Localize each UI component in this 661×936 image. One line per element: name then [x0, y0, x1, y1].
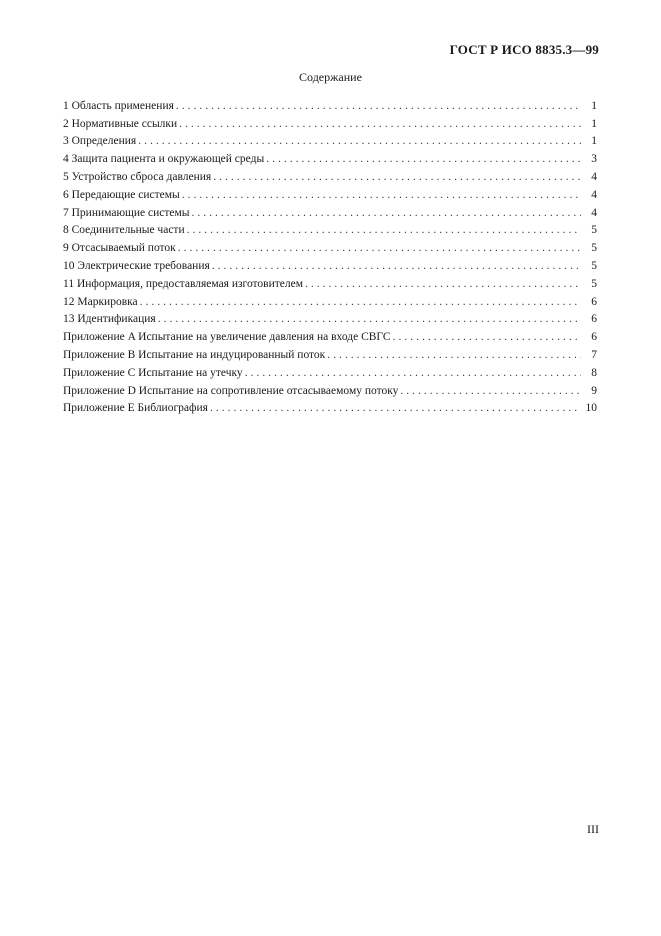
toc-entry-page: 1: [591, 135, 597, 148]
toc-leader-dots: [210, 401, 581, 415]
toc-entry-label: Приложение C Испытание на утечку: [63, 366, 243, 379]
toc-entry[interactable]: [63, 344, 597, 362]
toc-entry-label: 8 Соединительные части: [63, 224, 185, 237]
toc-entry-label: Приложение E Библиография: [63, 402, 208, 415]
toc-leader-dots: [178, 241, 581, 255]
toc-entry[interactable]: [63, 237, 597, 255]
toc-entry-label: Приложение D Испытание на сопротивление отсасываемому потоку: [63, 384, 399, 397]
toc-leader-dots: [266, 152, 581, 166]
toc-leader-dots: [158, 312, 581, 326]
toc-entry[interactable]: [63, 220, 597, 238]
toc-leader-dots: [176, 99, 581, 113]
toc-leader-dots: [212, 259, 581, 273]
toc-entry[interactable]: [63, 362, 597, 380]
toc-entry-label: 9 Отсасываемый поток: [63, 242, 176, 255]
toc-entry-page: 8: [591, 366, 597, 379]
toc-leader-dots: [182, 188, 581, 202]
toc-entry-page: 1: [591, 99, 597, 112]
table-of-contents: [63, 95, 597, 415]
toc-leader-dots: [305, 277, 581, 291]
toc-entry-label: 3 Определения: [63, 135, 137, 148]
toc-entry-page: 6: [591, 331, 597, 344]
toc-entry[interactable]: [63, 326, 597, 344]
toc-entry-page: 1: [591, 117, 597, 130]
toc-entry-label: 12 Маркировка: [63, 295, 138, 308]
toc-entry-label: 2 Нормативные ссылки: [63, 117, 178, 130]
toc-entry-page: 10: [585, 402, 597, 415]
toc-entry-page: 5: [591, 224, 597, 237]
document-code: ГОСТ Р ИСО 8835.3—99: [449, 42, 599, 57]
toc-entry[interactable]: [63, 380, 597, 398]
toc-entry[interactable]: [63, 202, 597, 220]
toc-entry-page: 4: [591, 170, 597, 183]
toc-entry[interactable]: [63, 291, 597, 309]
toc-entry-label: 13 Идентификация: [63, 313, 156, 326]
toc-entry-page: 6: [591, 313, 597, 326]
toc-leader-dots: [245, 366, 581, 380]
toc-entry[interactable]: [63, 166, 597, 184]
toc-entry-label: 11 Информация, предоставляемая изготовителем: [63, 277, 304, 290]
toc-entry-label: Приложение A Испытание на увеличение давления на входе СВГС: [63, 331, 391, 344]
toc-entry[interactable]: [63, 113, 597, 131]
toc-entry-page: 4: [591, 206, 597, 219]
toc-leader-dots: [187, 223, 581, 237]
toc-leader-dots: [393, 330, 581, 344]
toc-entry-page: 4: [591, 188, 597, 201]
toc-entry-label: Приложение B Испытание на индуцированный поток: [63, 348, 326, 361]
toc-leader-dots: [179, 117, 581, 131]
toc-entry[interactable]: [63, 148, 597, 166]
toc-entry[interactable]: [63, 273, 597, 291]
toc-entry-page: 7: [591, 348, 597, 361]
toc-entry-label: 4 Защита пациента и окружающей среды: [63, 153, 265, 166]
toc-entry[interactable]: [63, 309, 597, 327]
toc-leader-dots: [138, 134, 581, 148]
toc-entry-label: 10 Электрические требования: [63, 259, 210, 272]
toc-entry-label: 6 Передающие системы: [63, 188, 180, 201]
toc-entry[interactable]: [63, 184, 597, 202]
toc-entry-page: 5: [591, 277, 597, 290]
toc-entry[interactable]: [63, 255, 597, 273]
toc-entry-page: 3: [591, 153, 597, 166]
toc-leader-dots: [213, 170, 581, 184]
toc-leader-dots: [192, 206, 581, 220]
toc-entry-label: 1 Область применения: [63, 99, 174, 112]
toc-entry-page: 6: [591, 295, 597, 308]
toc-entry-label: 5 Устройство сброса давления: [63, 170, 212, 183]
toc-entry[interactable]: [63, 131, 597, 149]
toc-entry-page: 5: [591, 259, 597, 272]
toc-leader-dots: [400, 384, 581, 398]
toc-entry-page: 9: [591, 384, 597, 397]
toc-entry[interactable]: [63, 398, 597, 416]
toc-title: Содержание: [299, 70, 362, 84]
toc-entry[interactable]: [63, 95, 597, 113]
toc-entry-label: 7 Принимающие системы: [63, 206, 190, 219]
toc-leader-dots: [140, 295, 581, 309]
page-number: III: [587, 822, 599, 836]
toc-entry-page: 5: [591, 242, 597, 255]
toc-leader-dots: [327, 348, 581, 362]
